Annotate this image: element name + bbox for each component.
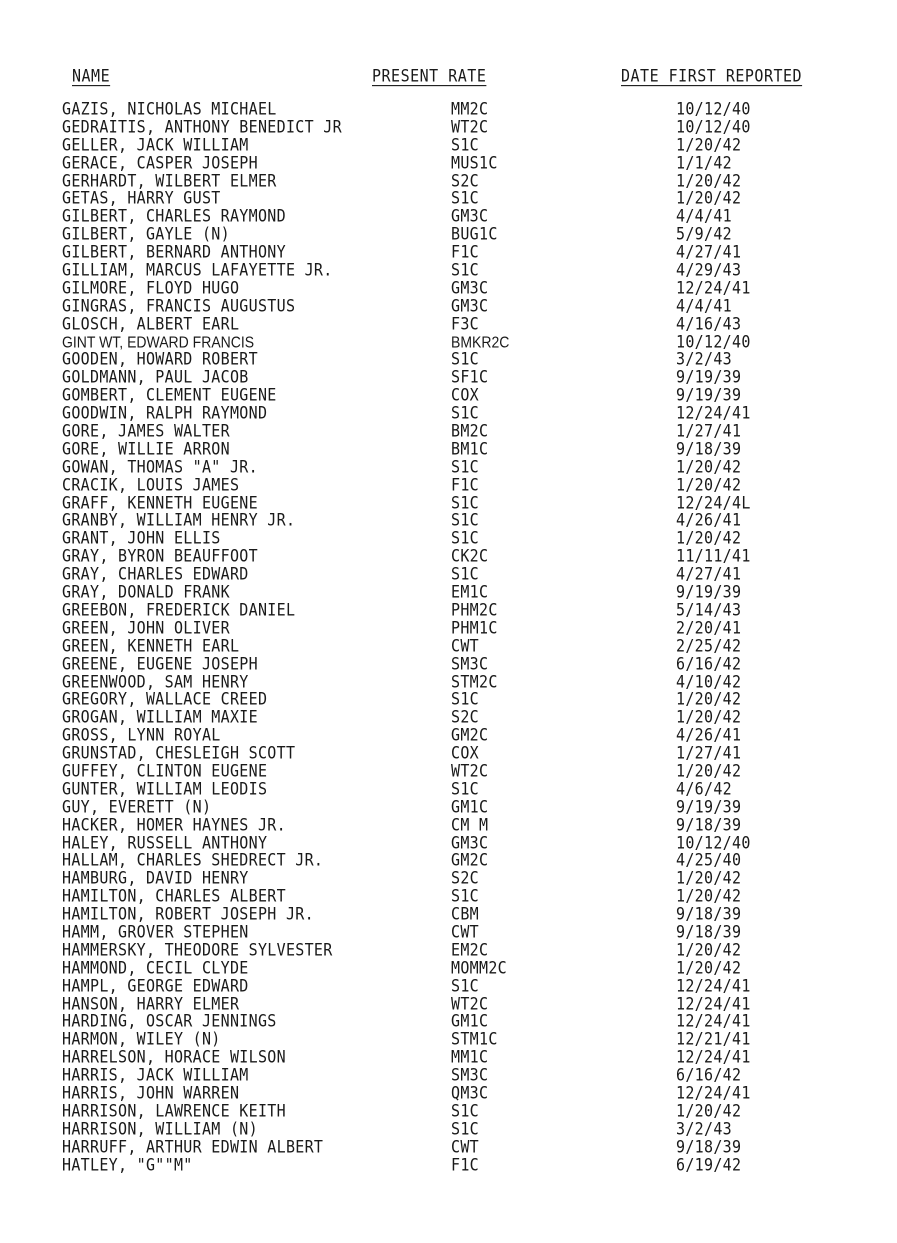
present-rate: BMKR2C [451,332,510,351]
person-name: GOMBERT, CLEMENT EUGENE [62,385,277,406]
date-first-reported: 2/20/41 [676,617,742,638]
person-name: HAMMOND, CECIL CLYDE [62,957,249,978]
date-first-reported: 4/10/42 [676,671,742,692]
present-rate: EM2C [451,939,489,960]
present-rate: S1C [451,1118,479,1139]
person-name: GREEN, JOHN OLIVER [62,617,230,638]
person-name: GILBERT, BERNARD ANTHONY [62,241,286,263]
date-first-reported: 9/19/39 [676,581,742,603]
present-rate: MM2C [451,98,489,119]
person-name: HANSON, HARRY ELMER [62,993,240,1014]
person-name: GERACE, CASPER JOSEPH [62,152,258,173]
date-first-reported: 1/20/42 [676,528,742,549]
person-name: HAMMERSKY, THEODORE SYLVESTER [62,939,333,960]
date-first-reported: 12/24/41 [676,402,751,424]
person-name: GREENE, EUGENE JOSEPH [62,653,258,674]
present-rate: CBM [451,903,479,925]
date-first-reported: 4/26/41 [676,510,742,531]
date-first-reported: 9/18/39 [676,921,742,942]
present-rate: S2C [451,868,479,889]
present-rate: WT2C [451,760,489,781]
date-first-reported: 12/24/41 [676,975,751,996]
person-name: HARDING, OSCAR JENNINGS [62,1011,277,1032]
present-rate: S2C [451,707,479,728]
present-rate: S1C [451,349,479,370]
present-rate: COX [451,742,479,764]
person-name: HATLEY, "G""M" [62,1154,193,1175]
present-rate: CM M [451,814,489,835]
present-rate: S1C [451,778,479,799]
date-first-reported: 12/24/41 [676,1082,751,1103]
person-name: GILMORE, FLOYD HUGO [62,277,240,298]
person-name: GILLIAM, MARCUS LAFAYETTE JR. [62,259,333,280]
header-present-rate-label: PRESENT RATE [372,66,487,87]
date-first-reported: 5/9/42 [676,224,732,245]
person-name: GROGAN, WILLIAM MAXIE [62,707,258,728]
person-name: GUNTER, WILLIAM LEODIS [62,778,268,799]
date-first-reported: 11/11/41 [676,546,751,567]
person-name: CRACIK, LOUIS JAMES [62,474,240,495]
present-rate: EM1C [451,581,489,603]
present-rate: GM2C [451,724,489,746]
present-rate: BM1C [451,438,489,459]
person-name: GUY, EVERETT (N) [62,796,212,817]
present-rate: S1C [451,528,479,549]
date-first-reported: 4/4/41 [676,206,732,227]
date-first-reported: 1/20/42 [676,474,742,495]
person-name: GILBERT, CHARLES RAYMOND [62,206,286,227]
date-first-reported: 1/20/42 [676,939,742,960]
present-rate: STM1C [451,1029,498,1050]
date-first-reported: 1/20/42 [676,885,742,907]
date-first-reported: 10/12/40 [676,116,751,137]
present-rate: WT2C [451,993,489,1014]
date-first-reported: 1/20/42 [676,689,742,710]
person-name: GRAY, CHARLES EDWARD [62,563,249,585]
date-first-reported: 3/2/43 [676,349,732,370]
person-name: GRANT, JOHN ELLIS [62,528,221,549]
person-name: GRAY, BYRON BEAUFFOOT [62,546,258,567]
present-rate: CWT [451,1136,479,1157]
person-name: GAZIS, NICHOLAS MICHAEL [62,98,277,119]
person-name: HAMILTON, CHARLES ALBERT [62,885,286,907]
present-rate: S1C [451,134,479,155]
date-first-reported: 2/25/42 [676,635,742,656]
date-first-reported: 1/20/42 [676,707,742,728]
present-rate: GM1C [451,796,489,817]
present-rate: SM3C [451,1064,489,1086]
header-date-first-reported-label: DATE FIRST REPORTED [621,66,803,87]
date-first-reported: 9/19/39 [676,385,742,406]
person-name: GOWAN, THOMAS "A" JR. [62,456,258,477]
date-first-reported: 4/29/43 [676,259,742,280]
present-rate: S1C [451,456,479,477]
person-name: HARMON, WILEY (N) [62,1029,221,1050]
person-name: HARRISON, LAWRENCE KEITH [62,1100,286,1121]
present-rate: S1C [451,975,479,996]
present-rate: S1C [451,1100,479,1121]
present-rate: PHM1C [451,617,498,638]
present-rate: CK2C [451,546,489,567]
present-rate: GM3C [451,295,489,316]
present-rate: F1C [451,241,479,263]
person-name: GELLER, JACK WILLIAM [62,134,249,155]
person-name: HACKER, HOMER HAYNES JR. [62,814,286,835]
present-rate: CWT [451,635,479,656]
date-first-reported: 1/27/41 [676,742,742,764]
present-rate: GM3C [451,832,489,853]
person-name: GOODEN, HOWARD ROBERT [62,349,258,370]
person-name: GRUNSTAD, CHESLEIGH SCOTT [62,742,296,764]
present-rate: STM2C [451,671,498,692]
date-first-reported: 4/25/40 [676,850,742,871]
person-name: HAMBURG, DAVID HENRY [62,868,249,889]
person-name: GUFFEY, CLINTON EUGENE [62,760,268,781]
person-name: GOODWIN, RALPH RAYMOND [62,402,268,424]
person-name: GROSS, LYNN ROYAL [62,724,221,746]
date-first-reported: 9/18/39 [676,903,742,925]
person-name: GETAS, HARRY GUST [62,188,221,209]
date-first-reported: 4/26/41 [676,724,742,746]
date-first-reported: 12/21/41 [676,1029,751,1050]
date-first-reported: 4/16/43 [676,313,742,334]
person-name: GREEBON, FREDERICK DANIEL [62,599,296,620]
present-rate: S1C [451,402,479,424]
date-first-reported: 12/24/41 [676,1011,751,1032]
date-first-reported: 12/24/41 [676,1047,751,1068]
person-name: GINGRAS, FRANCIS AUGUSTUS [62,295,296,316]
present-rate: S1C [451,689,479,710]
present-rate: S1C [451,492,479,513]
date-first-reported: 4/4/41 [676,295,732,316]
person-name: HAMILTON, ROBERT JOSEPH JR. [62,903,314,925]
present-rate: BM2C [451,420,489,441]
date-first-reported: 1/20/42 [676,134,742,155]
list-item [62,1154,862,1175]
person-name: HARRIS, JACK WILLIAM [62,1064,249,1086]
present-rate: GM2C [451,850,489,871]
person-name: GERHARDT, WILBERT ELMER [62,170,277,191]
date-first-reported: 3/2/43 [676,1118,732,1139]
present-rate: S1C [451,188,479,209]
header-date-first-reported [621,66,802,86]
present-rate: F3C [451,313,479,334]
date-first-reported: 10/12/40 [676,331,751,352]
present-rate: PHM2C [451,599,498,620]
person-name: HARRISON, WILLIAM (N) [62,1118,258,1139]
person-name: HARRUFF, ARTHUR EDWIN ALBERT [62,1136,324,1157]
present-rate: F1C [451,1154,479,1175]
date-first-reported: 6/16/42 [676,653,742,674]
date-first-reported: 6/19/42 [676,1154,742,1175]
person-name: GRAY, DONALD FRANK [62,581,230,603]
present-rate: BUG1C [451,224,498,245]
present-rate: S1C [451,885,479,907]
date-first-reported: 9/18/39 [676,1136,742,1157]
date-first-reported: 1/20/42 [676,868,742,889]
person-name: GRANBY, WILLIAM HENRY JR. [62,510,296,531]
date-first-reported: 6/16/42 [676,1064,742,1086]
person-name: HAMPL, GEORGE EDWARD [62,975,249,996]
header-name-label: NAME [72,66,111,87]
date-first-reported: 1/20/42 [676,957,742,978]
present-rate: SM3C [451,653,489,674]
date-first-reported: 12/24/4L [676,492,751,513]
date-first-reported: 1/20/42 [676,456,742,477]
present-rate: MUS1C [451,152,498,173]
present-rate: COX [451,385,479,406]
date-first-reported: 1/20/42 [676,1100,742,1121]
present-rate: GM3C [451,206,489,227]
person-name: GLOSCH, ALBERT EARL [62,313,240,334]
date-first-reported: 12/24/41 [676,277,751,298]
person-name: GRAFF, KENNETH EUGENE [62,492,258,513]
date-first-reported: 1/1/42 [676,152,732,173]
date-first-reported: 4/6/42 [676,778,732,799]
present-rate: MM1C [451,1047,489,1068]
person-name: GREENWOOD, SAM HENRY [62,671,249,692]
present-rate: F1C [451,474,479,495]
date-first-reported: 1/27/41 [676,420,742,441]
date-first-reported: 9/18/39 [676,438,742,459]
person-name: GOLDMANN, PAUL JACOB [62,367,249,388]
date-first-reported: 9/19/39 [676,796,742,817]
present-rate: QM3C [451,1082,489,1103]
present-rate: MOMM2C [451,957,507,978]
date-first-reported: 10/12/40 [676,98,751,119]
person-name: GORE, WILLIE ARRON [62,438,230,459]
present-rate: S1C [451,259,479,280]
person-name: GORE, JAMES WALTER [62,420,230,441]
personnel-list [62,98,862,1175]
present-rate: GM1C [451,1011,489,1032]
present-rate: S2C [451,170,479,191]
person-name: GEDRAITIS, ANTHONY BENEDICT JR [62,116,342,137]
person-name: GREGORY, WALLACE CREED [62,689,268,710]
present-rate: WT2C [451,116,489,137]
date-first-reported: 1/20/42 [676,188,742,209]
person-name: HAMM, GROVER STEPHEN [62,921,249,942]
date-first-reported: 4/27/41 [676,563,742,585]
person-name: GILBERT, GAYLE (N) [62,224,230,245]
date-first-reported: 10/12/40 [676,832,751,853]
date-first-reported: 5/14/43 [676,599,742,620]
present-rate: GM3C [451,277,489,298]
present-rate: SF1C [451,367,489,388]
date-first-reported: 1/20/42 [676,760,742,781]
person-name: HARRELSON, HORACE WILSON [62,1047,286,1068]
date-first-reported: 9/18/39 [676,814,742,835]
present-rate: CWT [451,921,479,942]
person-name: HALEY, RUSSELL ANTHONY [62,832,268,853]
header-present-rate [372,66,486,86]
present-rate: S1C [451,563,479,585]
person-name: GREEN, KENNETH EARL [62,635,240,656]
person-name: HALLAM, CHARLES SHEDRECT JR. [62,850,324,871]
person-name: GINT WT, EDWARD FRANCIS [62,332,255,351]
date-first-reported: 12/24/41 [676,993,751,1014]
person-name: HARRIS, JOHN WARREN [62,1082,240,1103]
date-first-reported: 4/27/41 [676,241,742,263]
header-name [72,66,110,86]
date-first-reported: 1/20/42 [676,170,742,191]
date-first-reported: 9/19/39 [676,367,742,388]
present-rate: S1C [451,510,479,531]
